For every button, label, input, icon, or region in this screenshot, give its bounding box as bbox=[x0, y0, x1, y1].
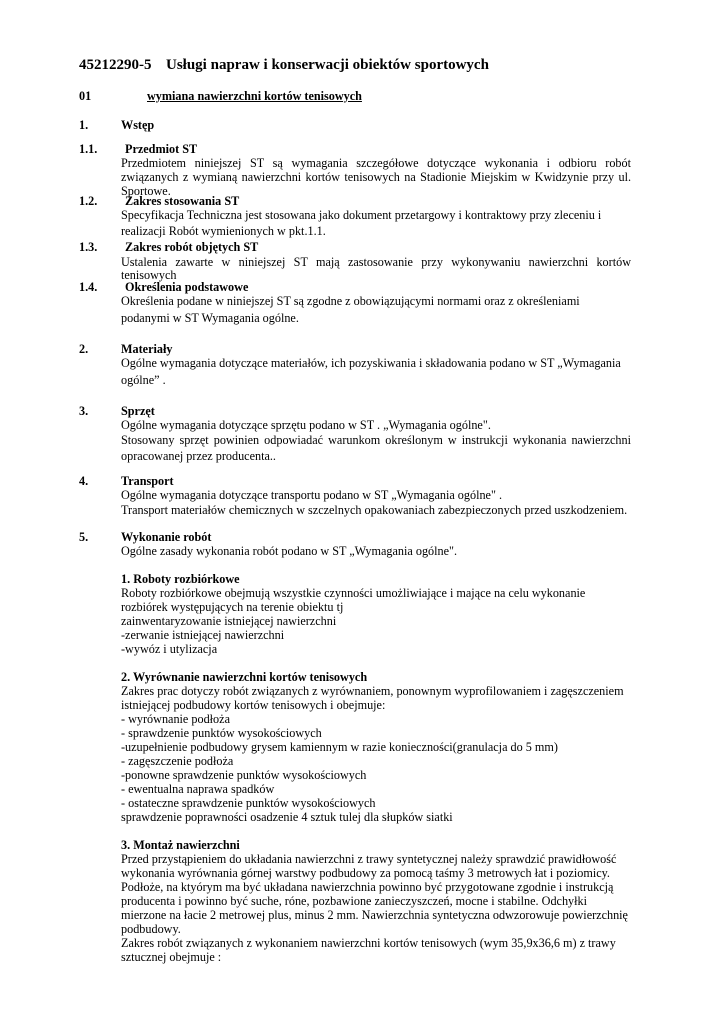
section-1-4-heading: Określenia podstawowe bbox=[125, 280, 249, 294]
text-line: -wywóz i utylizacja bbox=[121, 642, 218, 656]
text-line: Zakres prac dotyczy robót związanych z wyrównaniem, ponownym wyprofilowaniem i zagęszczeniem bbox=[121, 684, 624, 698]
section-1-2-heading: Zakres stosowania ST bbox=[125, 194, 240, 208]
section-3-heading: Sprzęt bbox=[121, 404, 155, 418]
text-line: tenisowych bbox=[121, 268, 177, 282]
subtitle-number: 01 bbox=[79, 89, 92, 103]
text-line: podbudowy. bbox=[121, 922, 181, 936]
text-line: Stosowany sprzęt powinien odpowiadać warunkom określonym w instrukcji wykonania nawierzchni bbox=[121, 433, 631, 447]
document-title: Usługi napraw i konserwacji obiektów sportowych bbox=[166, 57, 489, 73]
text-line: Ogólne zasady wykonania robót podano w ST „Wymagania ogólne". bbox=[121, 544, 458, 558]
subtitle-text: wymiana nawierzchni kortów tenisowych bbox=[147, 89, 362, 103]
section-1-number: 1. bbox=[79, 118, 89, 132]
text-line: Zakres robót związanych z wykonaniem nawierzchni kortów tenisowych (wym 35,9x36,6 m) z trawy bbox=[121, 936, 616, 950]
text-line: istniejącej podbudowy kortów tenisowych i obejmuje: bbox=[121, 698, 386, 712]
text-line: - sprawdzenie punktów wysokościowych bbox=[121, 726, 322, 740]
section-5-number: 5. bbox=[79, 530, 89, 544]
text-line: Przedmiotem niniejszej ST są wymagania szczegółowe dotyczące wykonania i odbioru robót bbox=[121, 156, 631, 170]
text-line: sztucznej obejmuje : bbox=[121, 950, 222, 964]
section-1-3-heading: Zakres robót objętych ST bbox=[125, 240, 259, 254]
text-line: - ewentualna naprawa spadków bbox=[121, 782, 275, 796]
text-line: wykonania wyrównania górnej warstwy podbudowy za pomocą taśmy 3 metrowych łat i poziomicy. bbox=[121, 866, 610, 880]
text-line: Określenia podane w niniejszej ST są zgodne z obowiązującymi normami oraz z określeniami bbox=[121, 294, 580, 308]
section-1-3-body bbox=[121, 255, 631, 282]
section-1-3-number: 1.3. bbox=[79, 240, 98, 254]
text-line: związanych z wymianą nawierzchni kortów tenisowych na Stadionie Miejskim w Kwidzynie przy ul. bbox=[121, 170, 631, 184]
text-line: Sportowe. bbox=[121, 184, 171, 198]
section-1-4-number: 1.4. bbox=[79, 280, 98, 294]
text-line: rozbiórek występujących na terenie obiektu tj bbox=[121, 600, 344, 614]
section-1-1-number: 1.1. bbox=[79, 142, 98, 156]
section-2-number: 2. bbox=[79, 342, 89, 356]
text-line: Ogólne wymagania dotyczące transportu podano w ST „Wymagania ogólne" . bbox=[121, 488, 503, 502]
subsection-demolition-heading: 1. Roboty rozbiórkowe bbox=[121, 572, 240, 586]
text-line: Specyfikacja Techniczna jest stosowana jako dokument przetargowy i kontraktowy przy zleceniu i bbox=[121, 208, 602, 222]
subsection-leveling-heading: 2. Wyrównanie nawierzchni kortów tenisowych bbox=[121, 670, 368, 684]
section-1-1-heading: Przedmiot ST bbox=[125, 142, 198, 156]
document-code: 45212290-5 bbox=[79, 57, 152, 73]
subsection-installation-body bbox=[121, 852, 631, 964]
subsection-demolition-body bbox=[121, 586, 631, 656]
section-5-heading: Wykonanie robót bbox=[121, 530, 212, 544]
text-line: opracowanej przez producenta.. bbox=[121, 449, 276, 463]
text-line: Roboty rozbiórkowe obejmują wszystkie czynności umożliwiające i mające na celu wykonanie bbox=[121, 586, 586, 600]
text-line: Ustalenia zawarte w niniejszej ST mają zastosowanie przy wykonywaniu nawierzchni kortów bbox=[121, 255, 631, 269]
text-line: Podłoże, na ktyórym ma być układana nawierzchnia powinno być przygotowane zgodnie i instrukcją bbox=[121, 880, 614, 894]
text-line: mierzone na łacie 2 metrowej plus, minus 2 mm. Nawierzchnia syntetyczna odwzorowuje powierzchnię bbox=[121, 908, 628, 922]
text-line: Ogólne wymagania dotyczące materiałów, ich pozyskiwania i składowania podano w ST „Wymagania bbox=[121, 356, 621, 370]
text-line: producenta i powinno być suche, róne, pozbawione zanieczyszczeń, mocne i stabilne. Odchyłki bbox=[121, 894, 588, 908]
section-4-number: 4. bbox=[79, 474, 89, 488]
section-3-body bbox=[121, 418, 631, 464]
text-line: ogólne” . bbox=[121, 373, 166, 387]
text-line: Transport materiałów chemicznych w szczelnych opakowaniach zabezpieczonych przed uszkodzeniem. bbox=[121, 503, 628, 517]
section-4-heading: Transport bbox=[121, 474, 174, 488]
text-line: sprawdzenie poprawności osadzenie 4 sztuk tulej dla słupków siatki bbox=[121, 810, 453, 824]
section-3-number: 3. bbox=[79, 404, 89, 418]
subsection-installation-heading: 3. Montaż nawierzchni bbox=[121, 838, 240, 852]
text-line: podanymi w ST Wymagania ogólne. bbox=[121, 311, 299, 325]
section-1-2-number: 1.2. bbox=[79, 194, 98, 208]
text-line: zainwentaryzowanie istniejącej nawierzchni bbox=[121, 614, 337, 628]
text-line: -uzupełnienie podbudowy grysem kamiennym w razie konieczności(granulacja do 5 mm) bbox=[121, 740, 558, 754]
section-1-1-body bbox=[121, 156, 631, 198]
text-line: - wyrównanie podłoża bbox=[121, 712, 230, 726]
text-line: -ponowne sprawdzenie punktów wysokościowych bbox=[121, 768, 367, 782]
subsection-leveling-body bbox=[121, 684, 631, 824]
text-line: Przed przystąpieniem do układania nawierzchni z trawy syntetycznej należy sprawdzić prawidłowość bbox=[121, 852, 617, 866]
text-line: Ogólne wymagania dotyczące sprzętu podano w ST . „Wymagania ogólne". bbox=[121, 418, 491, 432]
text-line: - zagęszczenie podłoża bbox=[121, 754, 234, 768]
text-line: -zerwanie istniejącej nawierzchni bbox=[121, 628, 285, 642]
section-2-heading: Materiały bbox=[121, 342, 173, 356]
text-line: realizacji Robót wymienionych w pkt.1.1. bbox=[121, 224, 326, 238]
section-1-heading: Wstęp bbox=[121, 118, 155, 132]
text-line: - ostateczne sprawdzenie punktów wysokościowych bbox=[121, 796, 376, 810]
